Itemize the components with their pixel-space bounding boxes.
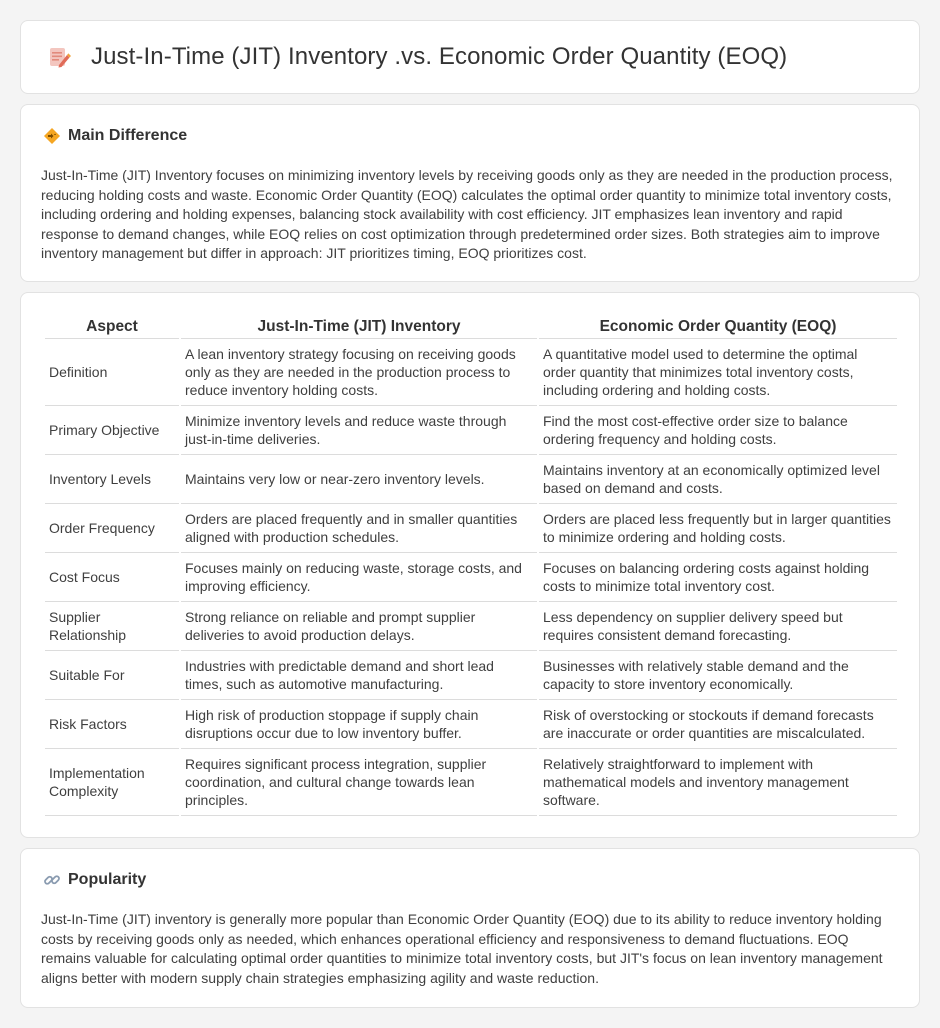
aspect-cell: Definition	[45, 339, 179, 406]
eoq-cell: Focuses on balancing ordering costs against holding costs to minimize total inventory cost.	[539, 553, 897, 602]
aspect-cell: Suitable For	[45, 651, 179, 700]
header-eoq: Economic Order Quantity (EOQ)	[539, 317, 897, 339]
table-row	[45, 553, 897, 602]
jit-cell: Orders are placed frequently and in smaller quantities aligned with production schedules.	[181, 504, 537, 553]
comparison-table-card	[20, 292, 920, 838]
eoq-cell: Relatively straightforward to implement with mathematical models and inventory management software.	[539, 749, 897, 816]
aspect-cell: Implementation Complexity	[45, 749, 179, 816]
jit-cell: Focuses mainly on reducing waste, storage costs, and improving efficiency.	[181, 553, 537, 602]
popularity-card	[20, 848, 920, 1008]
eoq-cell: Find the most cost-effective order size to balance ordering frequency and holding costs.	[539, 406, 897, 455]
aspect-cell: Primary Objective	[45, 406, 179, 455]
aspect-cell: Order Frequency	[45, 504, 179, 553]
eoq-cell: Risk of overstocking or stockouts if demand forecasts are inaccurate or order quantities are miscalculated.	[539, 700, 897, 749]
header-aspect: Aspect	[45, 317, 179, 339]
eoq-cell: Orders are placed less frequently but in larger quantities to minimize ordering and holding costs.	[539, 504, 897, 553]
page-title: Just-In-Time (JIT) Inventory .vs. Economic Order Quantity (EOQ)	[91, 43, 788, 70]
table-row	[45, 602, 897, 651]
table-row	[45, 455, 897, 504]
jit-cell: Industries with predictable demand and short lead times, such as automotive manufacturing.	[181, 651, 537, 700]
main-difference-text: Just-In-Time (JIT) Inventory focuses on minimizing inventory levels by receiving goods only as they are needed in the production process, reducing holding costs and waste. Economic Order Quantity (EOQ) calculates the optimal order quantity to minimize total inventory costs, including ordering and holding expenses, balancing stock availability with cost efficiency. JIT emphasizes lean inventory and rapid response to demand changes, while EOQ relies on cost optimization through predetermined order sizes. Both strategies aim to improve inventory management but differ in approach: JIT prioritizes timing, EOQ prioritizes cost.	[41, 167, 893, 261]
table-row	[45, 504, 897, 553]
jit-cell: Minimize inventory levels and reduce waste through just-in-time deliveries.	[181, 406, 537, 455]
table-row	[45, 406, 897, 455]
jit-cell: Strong reliance on reliable and prompt supplier deliveries to avoid production delays.	[181, 602, 537, 651]
table-row	[45, 700, 897, 749]
aspect-cell: Inventory Levels	[45, 455, 179, 504]
jit-cell: Maintains very low or near-zero inventory levels.	[181, 455, 537, 504]
table-row	[45, 749, 897, 816]
title-row	[47, 43, 787, 71]
popularity-heading	[43, 871, 146, 889]
header-jit: Just-In-Time (JIT) Inventory	[181, 317, 537, 339]
aspect-cell: Risk Factors	[45, 700, 179, 749]
link-icon	[43, 871, 61, 889]
eoq-cell: Less dependency on supplier delivery speed but requires consistent demand forecasting.	[539, 602, 897, 651]
aspect-cell: Supplier Relationship	[45, 602, 179, 651]
jit-cell: Requires significant process integration, supplier coordination, and cultural change towards lean principles.	[181, 749, 537, 816]
main-difference-heading	[43, 127, 187, 145]
comparison-table	[43, 317, 899, 816]
table-row	[45, 339, 897, 406]
header-card	[20, 20, 920, 94]
jit-cell: High risk of production stoppage if supply chain disruptions occur due to low inventory buffer.	[181, 700, 537, 749]
main-difference-title: Main Difference	[68, 127, 188, 144]
eoq-cell: A quantitative model used to determine the optimal order quantity that minimizes total inventory costs, including ordering and holding costs.	[539, 339, 897, 406]
main-difference-card	[20, 104, 920, 282]
jit-cell: A lean inventory strategy focusing on receiving goods only as they are needed in the production process to reduce inventory holding costs.	[181, 339, 537, 406]
table-header-row	[45, 317, 897, 339]
diamond-swap-icon	[43, 127, 61, 145]
popularity-title: Popularity	[68, 871, 147, 888]
popularity-text: Just-In-Time (JIT) inventory is generally more popular than Economic Order Quantity (EOQ) due to its ability to reduce inventory holding costs by receiving goods only as needed, which enhances operational efficiency and responsiveness to demand fluctuations. EOQ remains valuable for calculating optimal order quantities to minimize total inventory costs, but JIT's focus on lean inventory management aligns better with modern supply chain strategies emphasizing agility and waste reduction.	[41, 911, 883, 986]
eoq-cell: Businesses with relatively stable demand and the capacity to store inventory economically.	[539, 651, 897, 700]
eoq-cell: Maintains inventory at an economically optimized level based on demand and costs.	[539, 455, 897, 504]
table-row	[45, 651, 897, 700]
document-pencil-icon	[47, 45, 71, 69]
aspect-cell: Cost Focus	[45, 553, 179, 602]
